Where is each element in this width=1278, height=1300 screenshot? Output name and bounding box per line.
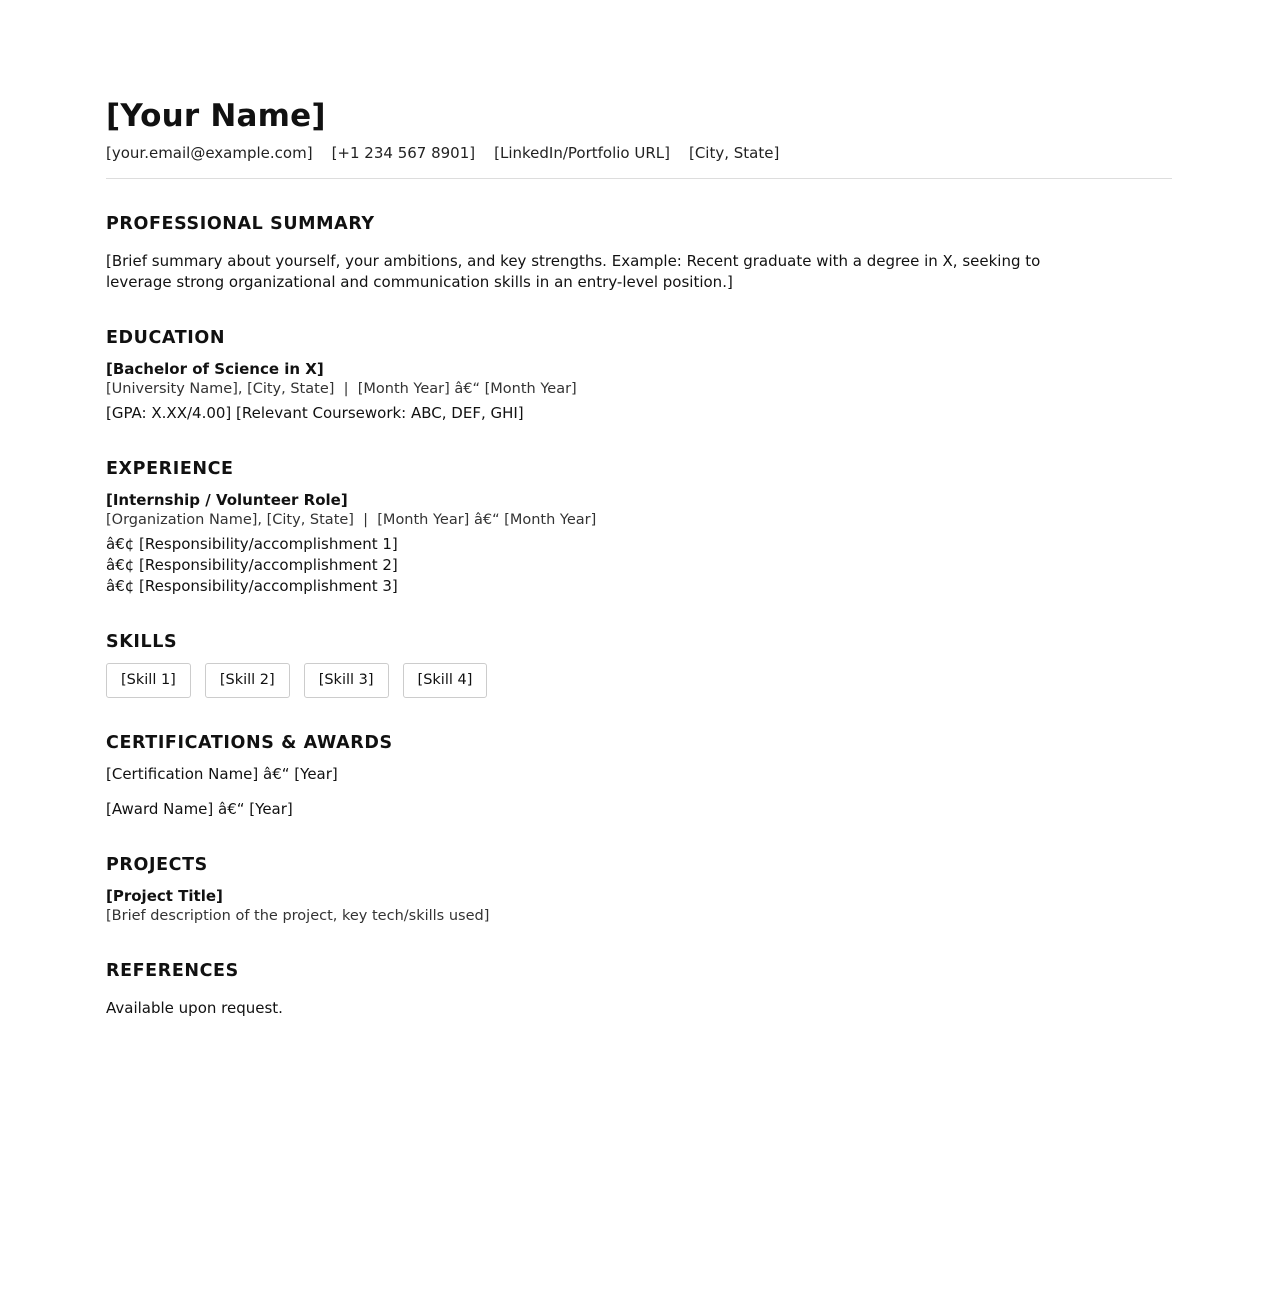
section-title-projects: PROJECTS	[106, 855, 208, 875]
experience-bullets	[106, 534, 1172, 597]
skill-tag: [Skill 2]	[205, 663, 290, 698]
experience-meta: [Organization Name], [City, State] | [Month Year] â€“ [Month Year]	[106, 512, 597, 528]
section-title-education: EDUCATION	[106, 328, 226, 348]
list-item: â€¢ [Responsibility/accomplishment 2]	[106, 556, 398, 574]
list-item: â€¢ [Responsibility/accomplishment 3]	[106, 577, 398, 595]
skill-tag: [Skill 3]	[304, 663, 389, 698]
header-divider	[106, 178, 1172, 179]
list-item: â€¢ [Responsibility/accomplishment 1]	[106, 535, 398, 553]
section-title-certifications: CERTIFICATIONS & AWARDS	[106, 733, 393, 753]
award-item: [Award Name] â€“ [Year]	[106, 800, 293, 818]
experience-role: [Internship / Volunteer Role]	[106, 491, 348, 509]
skills-list	[106, 663, 1172, 698]
skill-tag: [Skill 4]	[403, 663, 488, 698]
education-degree: [Bachelor of Science in X]	[106, 360, 324, 378]
section-title-skills: SKILLS	[106, 632, 178, 652]
skill-tag: [Skill 1]	[106, 663, 191, 698]
section-title-experience: EXPERIENCE	[106, 459, 234, 479]
resume-name: [Your Name]	[106, 98, 326, 134]
contact-line	[106, 142, 1172, 164]
project-title: [Project Title]	[106, 887, 223, 905]
references-text: Available upon request.	[106, 999, 283, 1017]
contact-phone: [+1 234 567 8901]	[331, 144, 476, 162]
contact-email: [your.email@example.com]	[106, 144, 313, 162]
summary-text: [Brief summary about yourself, your ambitions, and key strengths. Example: Recent graduate with a degree in X, seeking to leverage strong organizational and communication skills in an entry-level position.]	[106, 252, 1041, 291]
resume-page	[106, 96, 1172, 1019]
contact-url: [LinkedIn/Portfolio URL]	[494, 144, 670, 162]
education-details: [GPA: X.XX/4.00] [Relevant Coursework: ABC, DEF, GHI]	[106, 404, 524, 422]
contact-location: [City, State]	[688, 144, 780, 162]
project-description: [Brief description of the project, key tech/skills used]	[106, 908, 490, 924]
education-meta: [University Name], [City, State] | [Month Year] â€“ [Month Year]	[106, 381, 577, 397]
section-title-summary: PROFESSIONAL SUMMARY	[106, 214, 375, 234]
certification-item: [Certification Name] â€“ [Year]	[106, 765, 338, 783]
section-title-references: REFERENCES	[106, 961, 239, 981]
